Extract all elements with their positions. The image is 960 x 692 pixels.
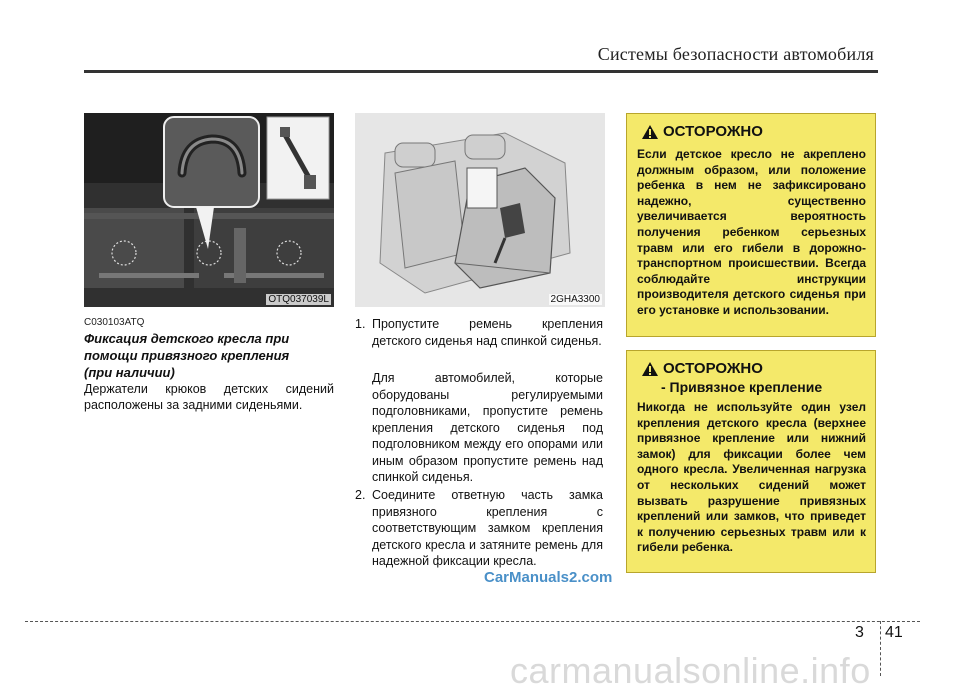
header-rule <box>84 70 878 73</box>
step-text: Соедините ответную часть замка привязного крепления с соответствующим замком крепления детского кресла и затяните ремень для надежной фиксации кресла. <box>372 488 603 568</box>
warning-header <box>641 360 763 377</box>
step-text: Для автомобилей, которые оборудованы регулируемыми подголовниками, пропустите ремень крепления детского сиденья под подголовником между его опорами или иным образом пропустите ремень над спинкой сиденья. <box>372 371 603 484</box>
photo-code-middle: 2GHA3300 <box>550 294 600 305</box>
child-seat-illustration-photo <box>355 113 605 307</box>
step-1 <box>355 316 603 349</box>
warning-triangle-icon <box>641 124 659 140</box>
warning-box-2 <box>626 350 876 573</box>
warning-box-1 <box>626 113 876 337</box>
page-divider <box>880 621 881 676</box>
warning-text: Никогда не используйте один узел крепления детского кресла (верхнее привязное крепление или нижний замок) для фиксации более чем одного кресла. Увеличенная нагрузка от нескольких сидений может вызвать разрушение привязных креплений или замков, что приведет к получению серьезных травм или к гибели ребенка. <box>637 400 866 555</box>
step-text: Пропустите ремень крепления детского сиденья над спинкой сиденья. <box>372 317 603 348</box>
section-body-line: расположены за задними сиденьями. <box>84 398 303 412</box>
warning-triangle-icon <box>641 361 659 377</box>
section-title-line: (при наличии) <box>84 365 175 380</box>
section-title <box>84 330 334 381</box>
photo-code-left: OTQ037039L <box>268 294 329 305</box>
page-number: 41 <box>885 624 903 641</box>
section-code: C030103ATQ <box>84 317 145 328</box>
section-title-line: Фиксация детского кресла при <box>84 331 290 346</box>
tether-anchor-photo <box>84 113 334 307</box>
step-2 <box>355 487 603 570</box>
bottom-watermark: carmanualsonline.info <box>510 650 871 691</box>
warning-header <box>641 123 763 140</box>
section-title-line: помощи привязного крепления <box>84 348 290 363</box>
footer-rule <box>25 621 920 622</box>
step-number: 1. <box>355 317 366 331</box>
warning-subtitle: - Привязное крепление <box>661 379 823 395</box>
child-seat-illustration <box>355 113 605 307</box>
step-1-note <box>355 370 603 486</box>
warning-title: ОСТОРОЖНО <box>663 123 763 140</box>
section-body-line: Держатели крюков детских сидений <box>84 382 334 396</box>
tether-anchor-illustration <box>84 113 334 307</box>
warning-text: Если детское кресло не акреплено должным образом, или положение ребенка в нем не зафиксировано надежно, существенно увеличивается вероятность получения ребенком серьезных травм или его гибели в дорожно-транспортном происшествии. Всегда соблюдайте инструкции производителя детского сиденья при его установке и использовании. <box>637 147 866 317</box>
chapter-number: 3 <box>855 624 864 641</box>
page-header-title: Системы безопасности автомобиля <box>597 44 874 64</box>
warning-title: ОСТОРОЖНО <box>663 360 763 377</box>
site-watermark: CarManuals2.com <box>484 569 613 586</box>
step-number: 2. <box>355 488 366 502</box>
section-body <box>84 381 334 413</box>
